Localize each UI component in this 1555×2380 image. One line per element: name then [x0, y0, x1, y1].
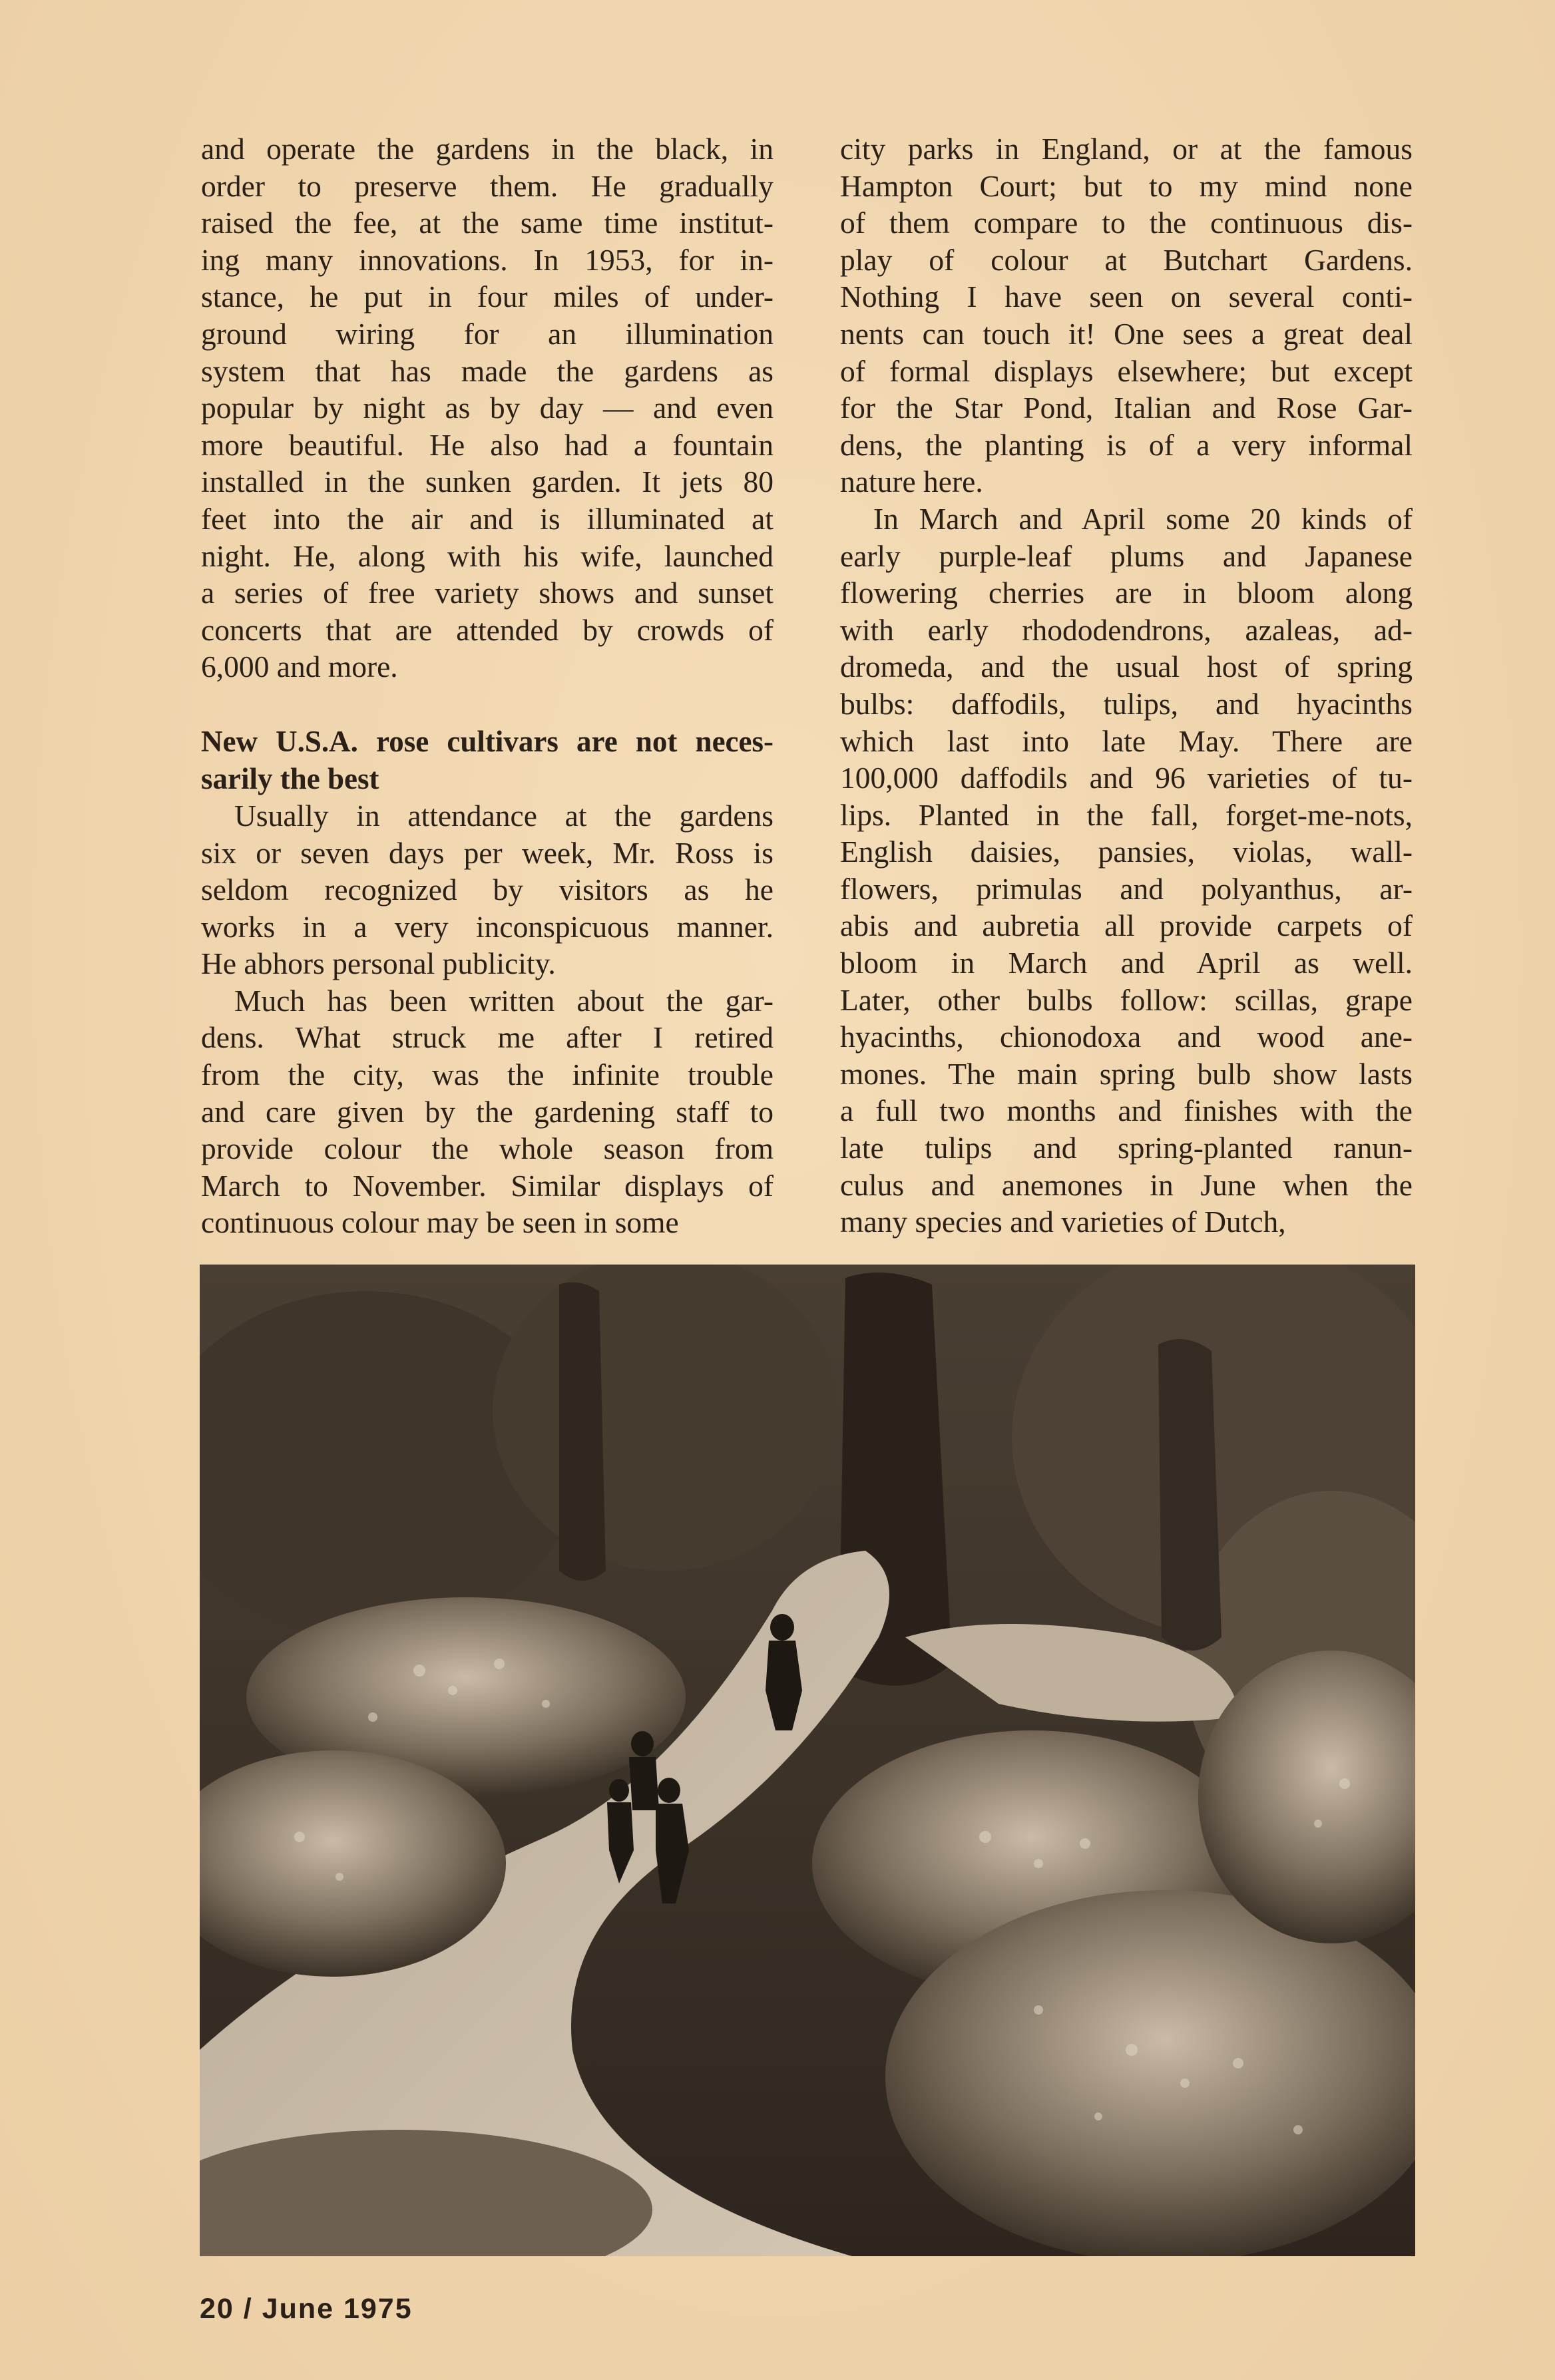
right-column — [840, 130, 1413, 1241]
text-line: English daisies, pansies, violas, wall- — [840, 835, 1413, 869]
text-line: city parks in England, or at the famous — [840, 132, 1413, 166]
text-line: of formal displays elsewhere; but except — [840, 353, 1413, 388]
text-line: for the Star Pond, Italian and Rose Gar- — [840, 391, 1413, 425]
text-line: popular by night as by day — and even — [201, 391, 774, 425]
text-line: early purple-leaf plums and Japanese — [840, 538, 1413, 573]
text-line: more beautiful. He also had a fountain — [201, 427, 774, 462]
text-line: sarily the best — [201, 761, 379, 795]
garden-path-photo-illustration — [200, 1265, 1415, 2256]
text-line: 100,000 daffodils and 96 varieties of tu- — [840, 761, 1413, 795]
text-line: lips. Planted in the fall, forget-me-nots, — [840, 797, 1413, 832]
text-line: and operate the gardens in the black, in — [201, 132, 774, 166]
text-line: In March and April some 20 kinds of — [873, 501, 1413, 536]
text-line: mones. The main spring bulb show lasts — [840, 1056, 1413, 1091]
text-line: He abhors personal publicity. — [201, 946, 556, 981]
text-line: stance, he put in four miles of under- — [201, 280, 774, 314]
text-line: culus and anemones in June when the — [840, 1167, 1413, 1202]
text-line: installed in the sunken garden. It jets 80 — [201, 465, 774, 499]
text-line: Usually in attendance at the gardens — [234, 798, 774, 833]
paragraph — [201, 982, 774, 1241]
text-line: system that has made the gardens as — [201, 353, 774, 388]
text-line: ground wiring for an illumination — [201, 316, 774, 351]
text-line: seldom recognized by visitors as he — [201, 873, 774, 907]
text-line: play of colour at Butchart Gardens. — [840, 242, 1413, 277]
text-line: a full two months and finishes with the — [840, 1093, 1413, 1128]
text-line: of them compare to the continuous dis- — [840, 206, 1413, 240]
text-line: concerts that are attended by crowds of — [201, 612, 774, 647]
text-line: nents can touch it! One sees a great deal — [840, 316, 1413, 351]
text-line: provide colour the whole season from — [201, 1131, 774, 1166]
text-line: dens. What struck me after I retired — [201, 1020, 774, 1055]
text-line: ing many innovations. In 1953, for in- — [201, 242, 774, 277]
text-line: Later, other bulbs follow: scillas, grape — [840, 982, 1413, 1017]
text-line: dens, the planting is of a very informal — [840, 427, 1413, 462]
left-column — [201, 130, 774, 1241]
text-line: Hampton Court; but to my mind none — [840, 168, 1413, 203]
text-line: which last into late May. There are — [840, 723, 1413, 758]
paragraph — [201, 797, 774, 982]
text-line: abis and aubretia all provide carpets of — [840, 908, 1413, 943]
text-line: flowering cherries are in bloom along — [840, 576, 1413, 610]
section-heading — [201, 723, 774, 797]
text-line: night. He, along with his wife, launched — [201, 538, 774, 573]
text-line: raised the fee, at the same time institut- — [201, 206, 774, 240]
text-line: Much has been written about the gar- — [234, 983, 774, 1018]
text-line: 6,000 and more. — [201, 650, 398, 684]
text-line: works in a very inconspicuous manner. — [201, 909, 774, 944]
paragraph — [840, 500, 1413, 1241]
text-line: six or seven days per week, Mr. Ross is — [201, 835, 774, 870]
garden-photograph — [200, 1265, 1415, 2256]
text-line: a series of free variety shows and sunset — [201, 576, 774, 610]
text-line: feet into the air and is illuminated at — [201, 501, 774, 536]
text-line: Nothing I have seen on several conti- — [840, 280, 1413, 314]
text-line: and care given by the gardening staff to — [201, 1094, 774, 1129]
text-line: dromeda, and the usual host of spring — [840, 650, 1413, 684]
page-folio: 20 / June 1975 — [200, 2293, 413, 2325]
paragraph — [201, 130, 774, 686]
text-line: bloom in March and April as well. — [840, 946, 1413, 980]
text-line: with early rhododendrons, azaleas, ad- — [840, 612, 1413, 647]
paragraph — [840, 130, 1413, 500]
text-line: New U.S.A. rose cultivars are not neces- — [201, 724, 774, 758]
text-line: order to preserve them. He gradually — [201, 168, 774, 203]
text-line: from the city, was the infinite trouble — [201, 1058, 774, 1092]
text-line: flowers, primulas and polyanthus, ar- — [840, 871, 1413, 906]
text-line: March to November. Similar displays of — [201, 1168, 774, 1203]
text-line: nature here. — [840, 465, 983, 499]
text-line: bulbs: daffodils, tulips, and hyacinths — [840, 686, 1413, 721]
text-line: late tulips and spring-planted ranun- — [840, 1131, 1413, 1165]
text-line: many species and varieties of Dutch, — [840, 1205, 1286, 1239]
text-line: continuous colour may be seen in some — [201, 1205, 679, 1240]
text-line: hyacinths, chionodoxa and wood ane- — [840, 1020, 1413, 1054]
